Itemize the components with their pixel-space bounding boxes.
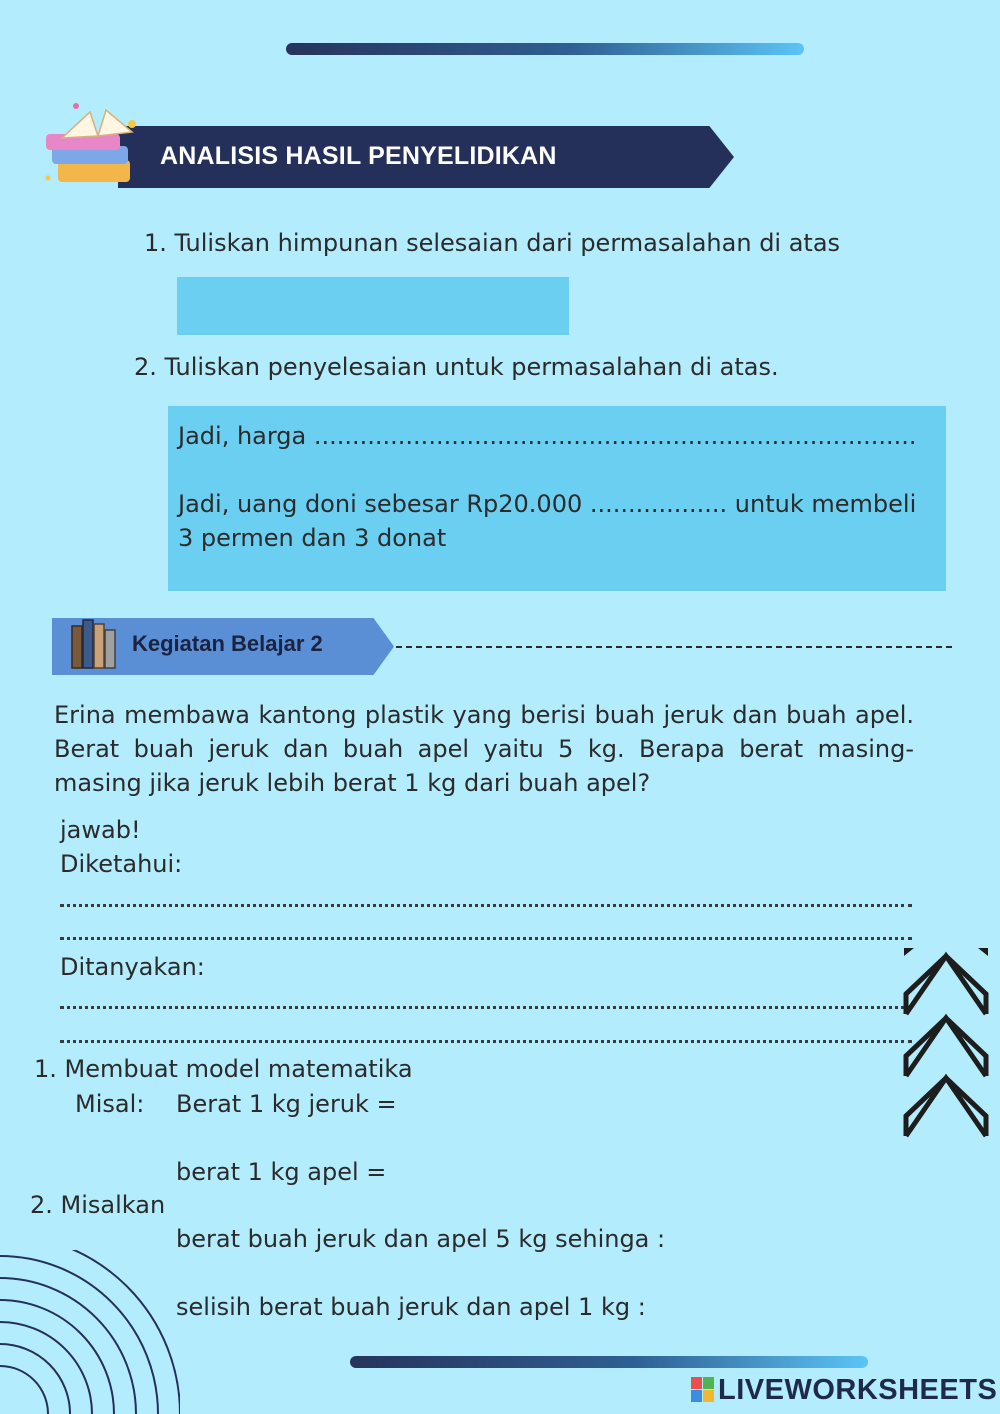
- bottom-decorative-bar: [350, 1356, 868, 1368]
- liveworksheets-logo[interactable]: LIVEWORKSHEETS: [718, 1374, 998, 1406]
- chevron-up-icon: [900, 944, 992, 1144]
- dashed-divider: [396, 646, 952, 648]
- problem-story: Erina membawa kantong plastik yang berisi buah jeruk dan buah apel. Berat buah jeruk dan buah apel yaitu 5 kg. Berapa berat masing-masing jika jeruk lebih berat 1 kg dari buah apel?: [54, 701, 914, 797]
- misal-label: Misal:: [75, 1090, 145, 1118]
- concentric-arcs-decoration: [0, 1250, 180, 1414]
- question-1: 1. Tuliskan himpunan selesaian dari permasalahan di atas: [144, 229, 841, 257]
- answer-input-1[interactable]: [177, 277, 569, 335]
- answer-line-harga: Jadi, harga ...............................................................................: [178, 422, 917, 450]
- liveworksheets-logo-icon: [690, 1376, 716, 1404]
- equation-1-label: berat buah jeruk dan apel 5 kg sehinga :: [176, 1225, 666, 1253]
- diketahui-answer-line-2[interactable]: [60, 937, 912, 940]
- kegiatan-title: Kegiatan Belajar 2: [132, 631, 323, 656]
- misal-jeruk-label: Berat 1 kg jeruk =: [176, 1090, 397, 1118]
- equation-2-label: selisih berat buah jeruk dan apel 1 kg :: [176, 1293, 646, 1321]
- jawab-label: jawab!: [60, 816, 141, 844]
- diketahui-answer-line-1[interactable]: [60, 904, 912, 907]
- section-title: ANALISIS HASIL PENYELIDIKAN: [160, 142, 557, 170]
- question-2: 2. Tuliskan penyelesaian untuk permasalahan di atas.: [134, 353, 779, 381]
- ditanyakan-label: Ditanyakan:: [60, 953, 205, 981]
- bookshelf-icon: [70, 616, 118, 670]
- answer-line-uang: Jadi, uang doni sebesar Rp20.000 .................. untuk membeli: [178, 490, 917, 518]
- top-decorative-bar: [286, 43, 804, 55]
- ditanyakan-answer-line-1[interactable]: [60, 1006, 912, 1009]
- step-1-label: 1. Membuat model matematika: [34, 1055, 413, 1083]
- ditanyakan-answer-line-2[interactable]: [60, 1040, 912, 1043]
- books-stack-icon: [40, 98, 150, 198]
- step-2-label: 2. Misalkan: [30, 1191, 166, 1219]
- answer-line-permen: 3 permen dan 3 donat: [178, 524, 447, 552]
- misal-apel-label: berat 1 kg apel =: [176, 1158, 387, 1186]
- diketahui-label: Diketahui:: [60, 850, 183, 878]
